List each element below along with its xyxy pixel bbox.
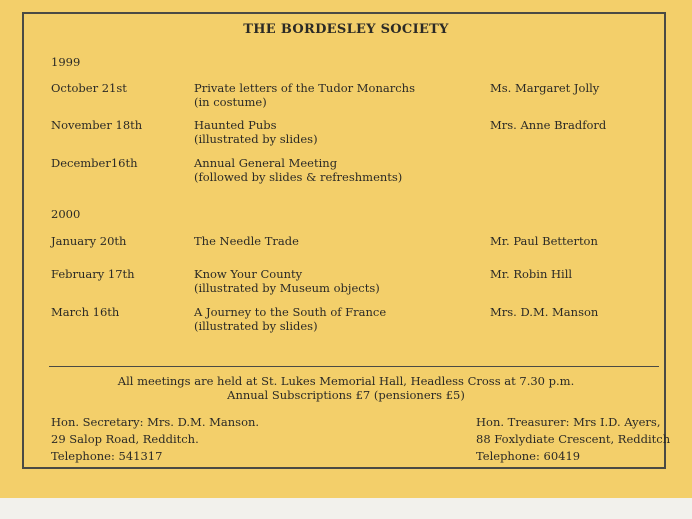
secretary-contact (51, 414, 259, 465)
secretary-phone: Telephone: 541317 (51, 449, 163, 463)
event-topic (194, 118, 318, 146)
event-note: (illustrated by Museum objects) (194, 281, 380, 295)
year-heading-1999: 1999 (51, 55, 81, 69)
subscriptions-notice: Annual Subscriptions £7 (pensioners £5) (227, 388, 465, 402)
secretary-name: Hon. Secretary: Mrs. D.M. Manson. (51, 415, 260, 429)
event-topic (194, 156, 402, 184)
event-title: The Needle Trade (194, 234, 299, 248)
year-heading-2000: 2000 (51, 207, 81, 221)
event-title: Annual General Meeting (194, 156, 338, 170)
event-topic (194, 81, 415, 109)
event-topic (194, 305, 386, 333)
event-note: (illustrated by slides) (194, 319, 318, 333)
event-speaker: Ms. Margaret Jolly (490, 81, 600, 95)
event-date: December16th (51, 156, 138, 170)
treasurer-contact (476, 414, 670, 465)
event-title: Private letters of the Tudor Monarchs (194, 81, 415, 95)
event-speaker: Mrs. Anne Bradford (490, 118, 607, 132)
event-date: March 16th (51, 305, 120, 319)
event-speaker: Mr. Paul Betterton (490, 234, 598, 248)
event-note: (illustrated by slides) (194, 132, 318, 146)
event-title: Know Your County (194, 267, 303, 281)
event-note: (followed by slides & refreshments) (194, 170, 403, 184)
event-date: November 18th (51, 118, 143, 132)
event-title: A Journey to the South of France (194, 305, 387, 319)
event-speaker: Mrs. D.M. Manson (490, 305, 599, 319)
event-topic (194, 267, 380, 295)
treasurer-address: 88 Foxlydiate Crescent, Redditch (476, 432, 671, 446)
event-speaker: Mr. Robin Hill (490, 267, 573, 281)
treasurer-phone: Telephone: 60419 (476, 449, 581, 463)
society-title: THE BORDESLEY SOCIETY (243, 22, 449, 37)
event-topic (194, 234, 299, 248)
section-divider (49, 366, 659, 367)
event-title: Haunted Pubs (194, 118, 277, 132)
secretary-address: 29 Salop Road, Redditch. (51, 432, 199, 446)
venue-notice: All meetings are held at St. Lukes Memorial Hall, Headless Cross at 7.30 p.m. (117, 374, 575, 388)
event-date: January 20th (51, 234, 127, 248)
event-date: February 17th (51, 267, 135, 281)
treasurer-name: Hon. Treasurer: Mrs I.D. Ayers, (476, 415, 661, 429)
event-note: (in costume) (194, 95, 267, 109)
event-date: October 21st (51, 81, 127, 95)
